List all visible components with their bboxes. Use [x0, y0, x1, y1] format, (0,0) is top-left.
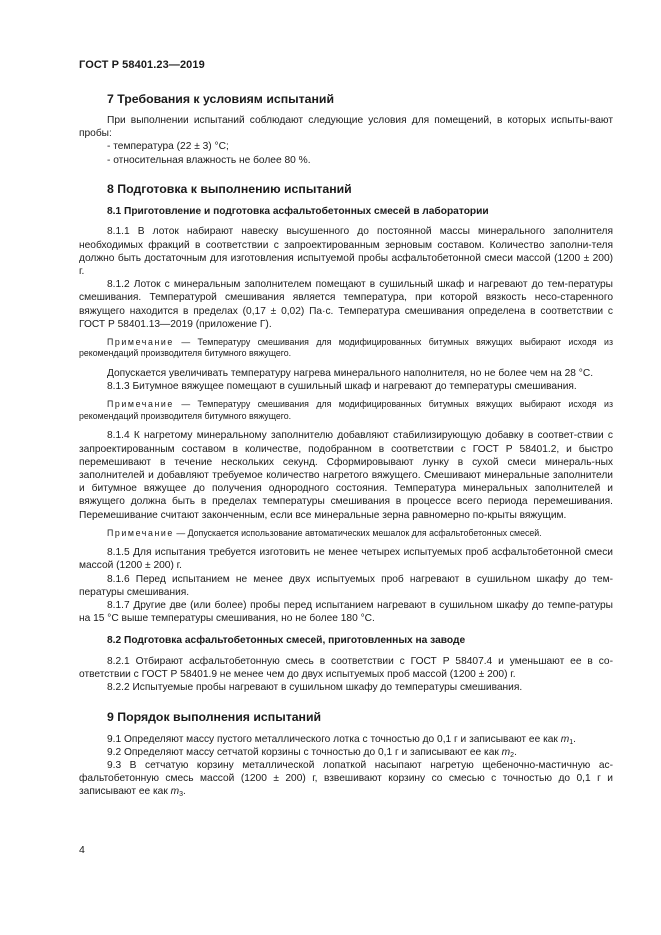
sub-2: 2: [510, 751, 515, 759]
sub-3: 3: [179, 791, 184, 799]
var-m: m: [501, 746, 511, 758]
note-2-text: — Температуру смешивания для модифицированных битумных вяжущих выбирают исходя из рекомендаций производителя битумного вяжущего.: [79, 399, 613, 421]
section-7-title: 7 Требования к условиям испытаний: [107, 92, 335, 106]
s7-intro: При выполнении испытаний соблюдают следующие условия для помещений, в которых испыты-вают пробы:: [79, 115, 613, 140]
note-1: [79, 337, 613, 360]
s7-item-humidity: - относительная влажность не более 80 %.: [107, 154, 311, 166]
subsection-8-1-title: 8.1 Приготовление и подготовка асфальтобетонных смесей в лаборатории: [107, 205, 489, 217]
para-9-3-text: 9.3 В сетчатую корзину металлической лопаткой насыпают нагретую щебеночно-мастичную ас-фальтобетонную смесь массой (1200 ± 200) г, взвешивают корзину со смесью с точностью до 0,1 г и записывают ее как: [79, 760, 613, 798]
section-8-title: 8 Подготовка к выполнению испытаний: [107, 181, 352, 196]
subsection-8-2-title: 8.2 Подготовка асфальтобетонных смесей, приготовленных на заводе: [107, 635, 466, 647]
page-content: [79, 90, 613, 799]
para-8-2-2: 8.2.2 Испытуемые пробы нагревают в сушильном шкафу до температуры смешивания.: [107, 682, 523, 694]
para-8-2-1: 8.2.1 Отбирают асфальтобетонную смесь в соответствии с ГОСТ Р 58407.4 и уменьшают ее в со-ответствии с ГОСТ Р 58401.9 не менее чем до двух испытуемых проб массой (1200 ± 200) г.: [79, 655, 613, 681]
period: .: [514, 746, 517, 758]
para-8-1-2: 8.1.2 Лоток с минеральным заполнителем помещают в сушильный шкаф и нагревают до тем-пературы смешивания. Температурой смешивания является температура, при которой вязкость несо-старенного вяжущего находится в пределах (0,17 ± 0,02) Па·с. Температура смешивания определена в соответствии с ГОСТ Р 58401.13—2019 (приложение Г).: [79, 279, 613, 330]
note-3-text: — Допускается использование автоматических мешалок для асфальтобетонных смесей.: [173, 527, 542, 538]
para-8-1-1: 8.1.1 В лоток набирают навеску высушенного до постоянной массы минерального заполнителя необходимых фракций в соответствии с запроектированным зерновым составом. Количество заполни-теля должно быть достаточным для изготовления испытуемой пробы асфальтобетонной смеси массой (1200 ± 200) г.: [79, 226, 613, 277]
para-8-1-4: 8.1.4 К нагретому минеральному заполнителю добавляют стабилизирующую добавку в соответ-ствии с запроектированным составом в количестве, подобранном в соответствии с ГОСТ Р 58401.2, и быстро перемешивают в течение нескольких секунд. Сформировывают лунку в сухой смеси минераль-ных заполнителей и добавляют требуемое количество нагретого вяжущего. Смешивают минеральные заполнители и битумное вяжущее до получения однородного состояния. Температура минеральных заполнителей и вяжущего должна быть в пределах температуры смешивания в процессе всего периода перемешивания. Перемешивание считают законченным, если все минеральные зерна равномерно по-крыты вяжущим.: [79, 430, 613, 521]
para-9-1-text: 9.1 Определяют массу пустого металлического лотка с точностью до 0,1 г и записывают ее как: [107, 733, 561, 745]
standard-header: ГОСТ Р 58401.23—2019: [79, 59, 205, 71]
para-9-2-text: 9.2 Определяют массу сетчатой корзины с точностью до 0,1 г и записывают ее как: [107, 746, 502, 758]
note-3: [79, 528, 613, 540]
s7-item-temperature: - температура (22 ± 3) °С;: [107, 141, 229, 153]
var-m: m: [170, 786, 180, 798]
section-9-title: 9 Порядок выполнения испытаний: [107, 709, 322, 724]
note-1-text: — Температуру смешивания для модифицированных битумных вяжущих выбирают исходя из рекомендаций производителя битумного вяжущего.: [79, 336, 613, 359]
page-number: 4: [79, 844, 85, 856]
para-9-3: [79, 759, 613, 799]
period: .: [573, 733, 576, 745]
para-8-1-5: 8.1.5 Для испытания требуется изготовить не менее четырех испытуемых проб асфальтобетонной смеси массой (1200 ± 200) г.: [79, 547, 613, 572]
period: .: [183, 786, 186, 798]
para-9-2: [79, 746, 613, 759]
para-9-1: [79, 733, 613, 746]
para-8-1-7: 8.1.7 Другие две (или более) пробы перед испытанием нагревают в сушильном шкафу до темпе-ратуры на 15 °С выше температуры смешивания, но не более 180 °С.: [79, 600, 613, 625]
var-m: m: [560, 733, 570, 745]
note-label: Примечание: [107, 336, 174, 347]
sub-1: 1: [569, 738, 574, 746]
note-2: [79, 399, 613, 422]
para-8-1-6: 8.1.6 Перед испытанием не менее двух испытуемых проб нагревают в сушильном шкафу до тем-пературы смешивания.: [79, 573, 613, 598]
para-8-1-3: 8.1.3 Битумное вяжущее помещают в сушильный шкаф и нагревают до температуры смешивания.: [107, 381, 577, 393]
note-label: Примечание: [107, 527, 174, 538]
para-allow: Допускается увеличивать температуру нагрева минерального наполнителя, но не более чем на 28 °С.: [107, 367, 594, 379]
note-label: Примечание: [107, 399, 174, 410]
